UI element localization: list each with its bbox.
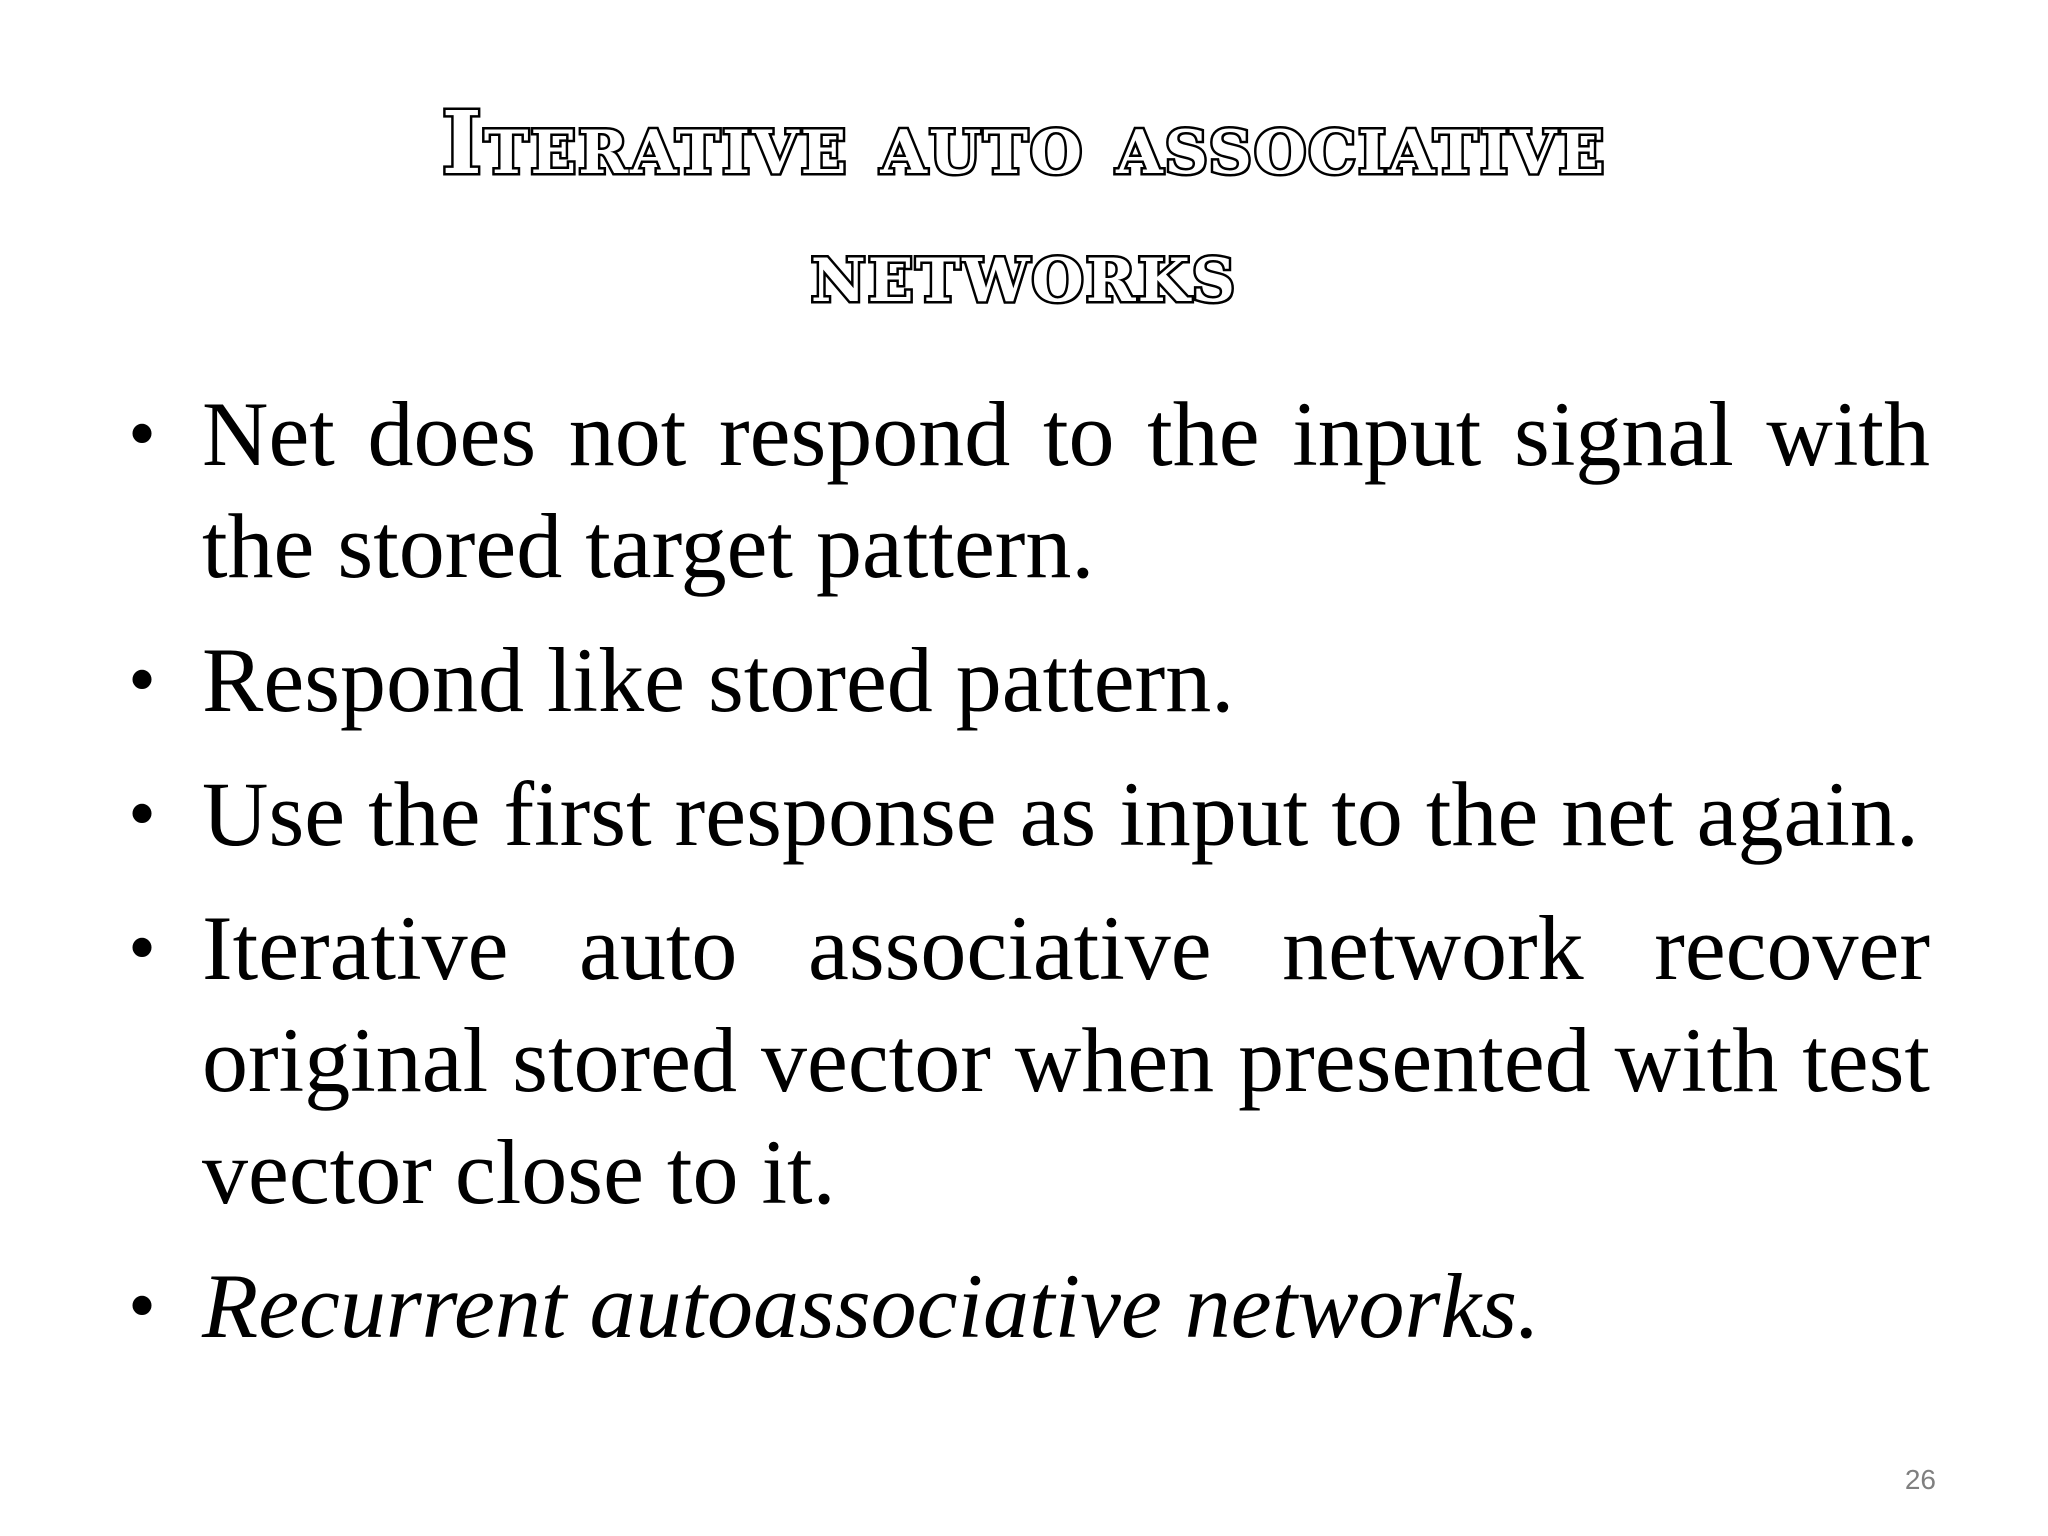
bullet-text: Iterative auto associative network recover original stored vector when presented with test vector close to it. [202,897,1930,1223]
bullet-marker: • [128,636,157,724]
bullet-item [120,1250,1930,1362]
bullet-marker: • [128,770,157,858]
bullet-marker: • [128,390,157,478]
slide-title [120,80,1928,336]
bullet-marker: • [128,1262,157,1350]
bullet-marker: • [128,904,157,992]
bullet-list [120,378,1930,1384]
bullet-text: Respond like stored pattern. [202,629,1235,731]
bullet-item [120,624,1930,736]
bullet-text: Net does not respond to the input signal with the stored target pattern. [202,383,1930,597]
slide-title-line: networks [810,221,1238,322]
bullet-item [120,892,1930,1228]
bullet-item [120,378,1930,602]
page-number: 26 [1904,1464,1936,1495]
bullet-item [120,758,1930,870]
slide-title-line: Iterative auto associative [441,93,1607,194]
bullet-text: Use the first response as input to the net again. [202,763,1919,865]
bullet-text: Recurrent autoassociative networks. [202,1255,1540,1357]
